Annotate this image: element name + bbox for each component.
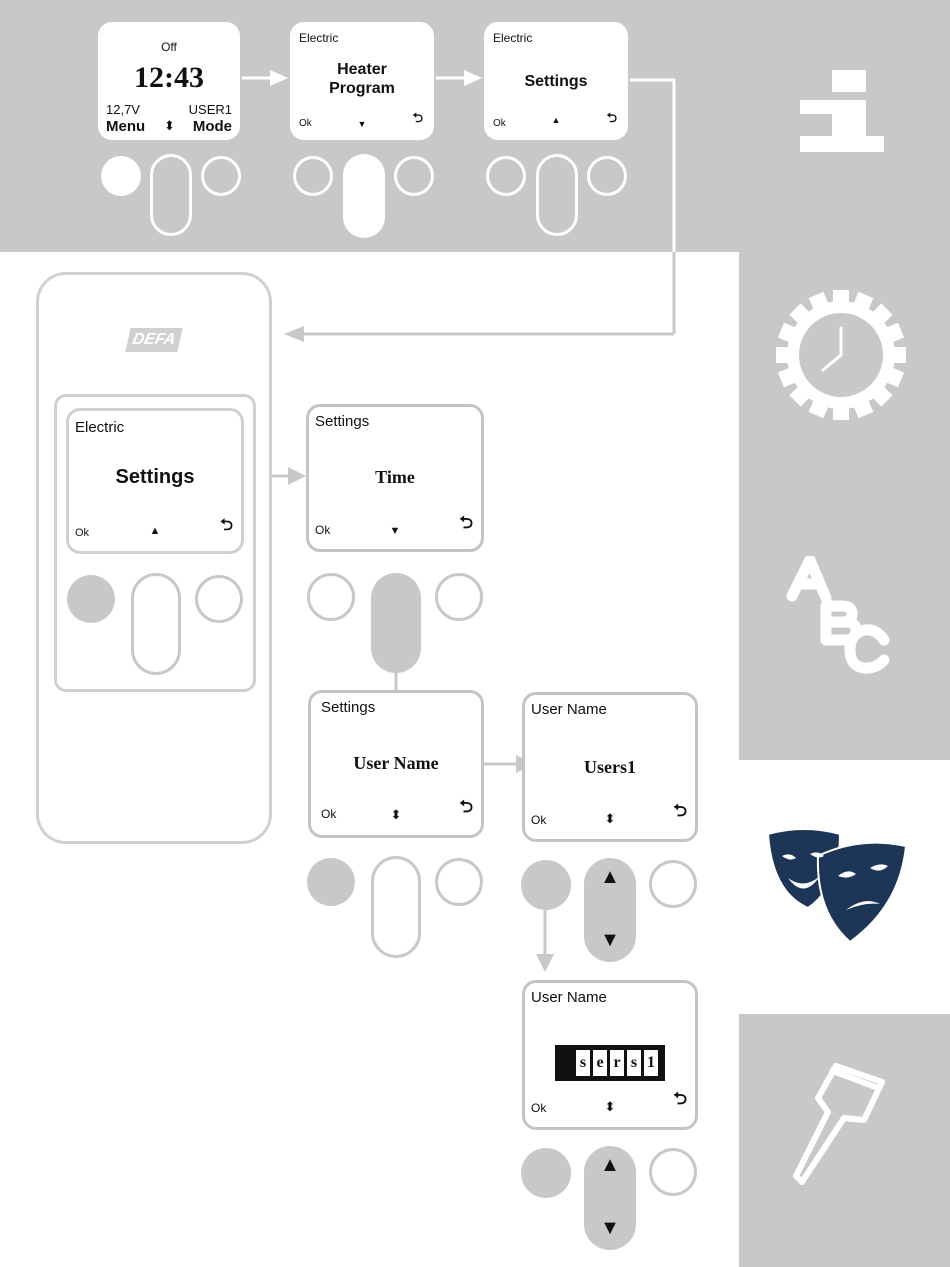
screen-header: Electric bbox=[299, 31, 339, 45]
back-icon: ⮌ bbox=[673, 801, 687, 820]
left-button-pressed[interactable] bbox=[521, 1148, 571, 1198]
screen-title: Time bbox=[375, 467, 415, 487]
key-icon bbox=[790, 1060, 890, 1190]
down-indicator-icon: ▼ bbox=[389, 525, 401, 537]
voltage-text: 12,7V bbox=[106, 102, 140, 117]
center-button-down-pressed[interactable] bbox=[371, 573, 421, 673]
back-icon: ⮌ bbox=[459, 797, 473, 816]
down-arrow-icon: ▼ bbox=[600, 929, 620, 951]
up-arrow-icon: ▲ bbox=[600, 866, 620, 888]
users1-screen bbox=[522, 692, 698, 842]
screen-title-line2: Program bbox=[329, 80, 395, 97]
up-indicator-icon: ▲ bbox=[149, 525, 161, 537]
back-icon: ⮌ bbox=[459, 513, 473, 532]
screen-header: Electric bbox=[493, 31, 533, 45]
ok-label: Ok bbox=[493, 118, 506, 129]
name-char: s bbox=[576, 1050, 590, 1076]
updown-button-pressed[interactable] bbox=[584, 858, 636, 962]
status-text: Off bbox=[161, 40, 177, 54]
left-button-pressed[interactable] bbox=[521, 860, 571, 910]
ok-label: Ok bbox=[531, 1101, 547, 1115]
down-arrow-icon: ▼ bbox=[600, 1217, 620, 1239]
abc-icon bbox=[786, 556, 896, 674]
right-button[interactable] bbox=[649, 860, 697, 908]
name-char: 1 bbox=[644, 1050, 658, 1076]
screen-header: User Name bbox=[531, 701, 607, 718]
back-icon: ⮌ bbox=[673, 1089, 687, 1108]
screen-title: Settings bbox=[524, 73, 588, 90]
right-button[interactable] bbox=[649, 1148, 697, 1196]
ok-label: Ok bbox=[315, 523, 331, 537]
theatre-masks-icon bbox=[764, 826, 914, 948]
screen-title: User Name bbox=[353, 753, 439, 773]
ok-label: Ok bbox=[531, 813, 547, 827]
mode-label: Mode bbox=[192, 118, 232, 135]
screen-header: Settings bbox=[315, 413, 370, 430]
down-indicator-icon: ▼ bbox=[357, 119, 367, 129]
updown-indicator-icon: ⬍ bbox=[390, 807, 402, 822]
updown-icon: ⬍ bbox=[164, 118, 175, 133]
right-button[interactable] bbox=[435, 573, 483, 621]
center-button[interactable] bbox=[371, 856, 421, 958]
screen-header: Settings bbox=[321, 699, 376, 716]
name-char: r bbox=[610, 1050, 624, 1076]
ok-label: Ok bbox=[321, 807, 337, 821]
clock-time: 12:43 bbox=[134, 61, 204, 94]
menu-label: Menu bbox=[106, 118, 146, 135]
clock-gear-icon bbox=[776, 290, 906, 420]
user-name-edit-screen bbox=[522, 980, 698, 1130]
time-screen bbox=[306, 404, 484, 552]
right-button[interactable] bbox=[435, 858, 483, 906]
screen-title: Settings bbox=[115, 466, 195, 488]
screen-title: Users1 bbox=[584, 757, 636, 777]
screen-header: User Name bbox=[531, 989, 607, 1006]
info-icon bbox=[798, 70, 888, 154]
back-icon: ⮌ bbox=[606, 110, 617, 125]
name-char: s bbox=[627, 1050, 641, 1076]
name-char: e bbox=[593, 1050, 607, 1076]
updown-button-pressed[interactable] bbox=[584, 1146, 636, 1250]
updown-indicator-icon: ⬍ bbox=[604, 811, 616, 826]
back-icon: ⮌ bbox=[412, 110, 423, 125]
ok-label: Ok bbox=[75, 527, 90, 539]
back-icon: ⮌ bbox=[220, 517, 233, 534]
screen-header: Electric bbox=[75, 419, 125, 436]
left-button[interactable] bbox=[307, 573, 355, 621]
up-indicator-icon: ▲ bbox=[551, 115, 561, 125]
updown-indicator-icon: ⬍ bbox=[604, 1099, 616, 1114]
ok-label: Ok bbox=[299, 118, 312, 129]
screen-title-line1: Heater bbox=[337, 61, 387, 78]
left-button-pressed[interactable] bbox=[307, 858, 355, 906]
user-name-screen bbox=[308, 690, 484, 838]
user-text: USER1 bbox=[188, 102, 232, 117]
brand-logo: DEFA bbox=[125, 328, 182, 352]
name-edit-field[interactable] bbox=[555, 1045, 665, 1081]
up-arrow-icon: ▲ bbox=[600, 1154, 620, 1176]
